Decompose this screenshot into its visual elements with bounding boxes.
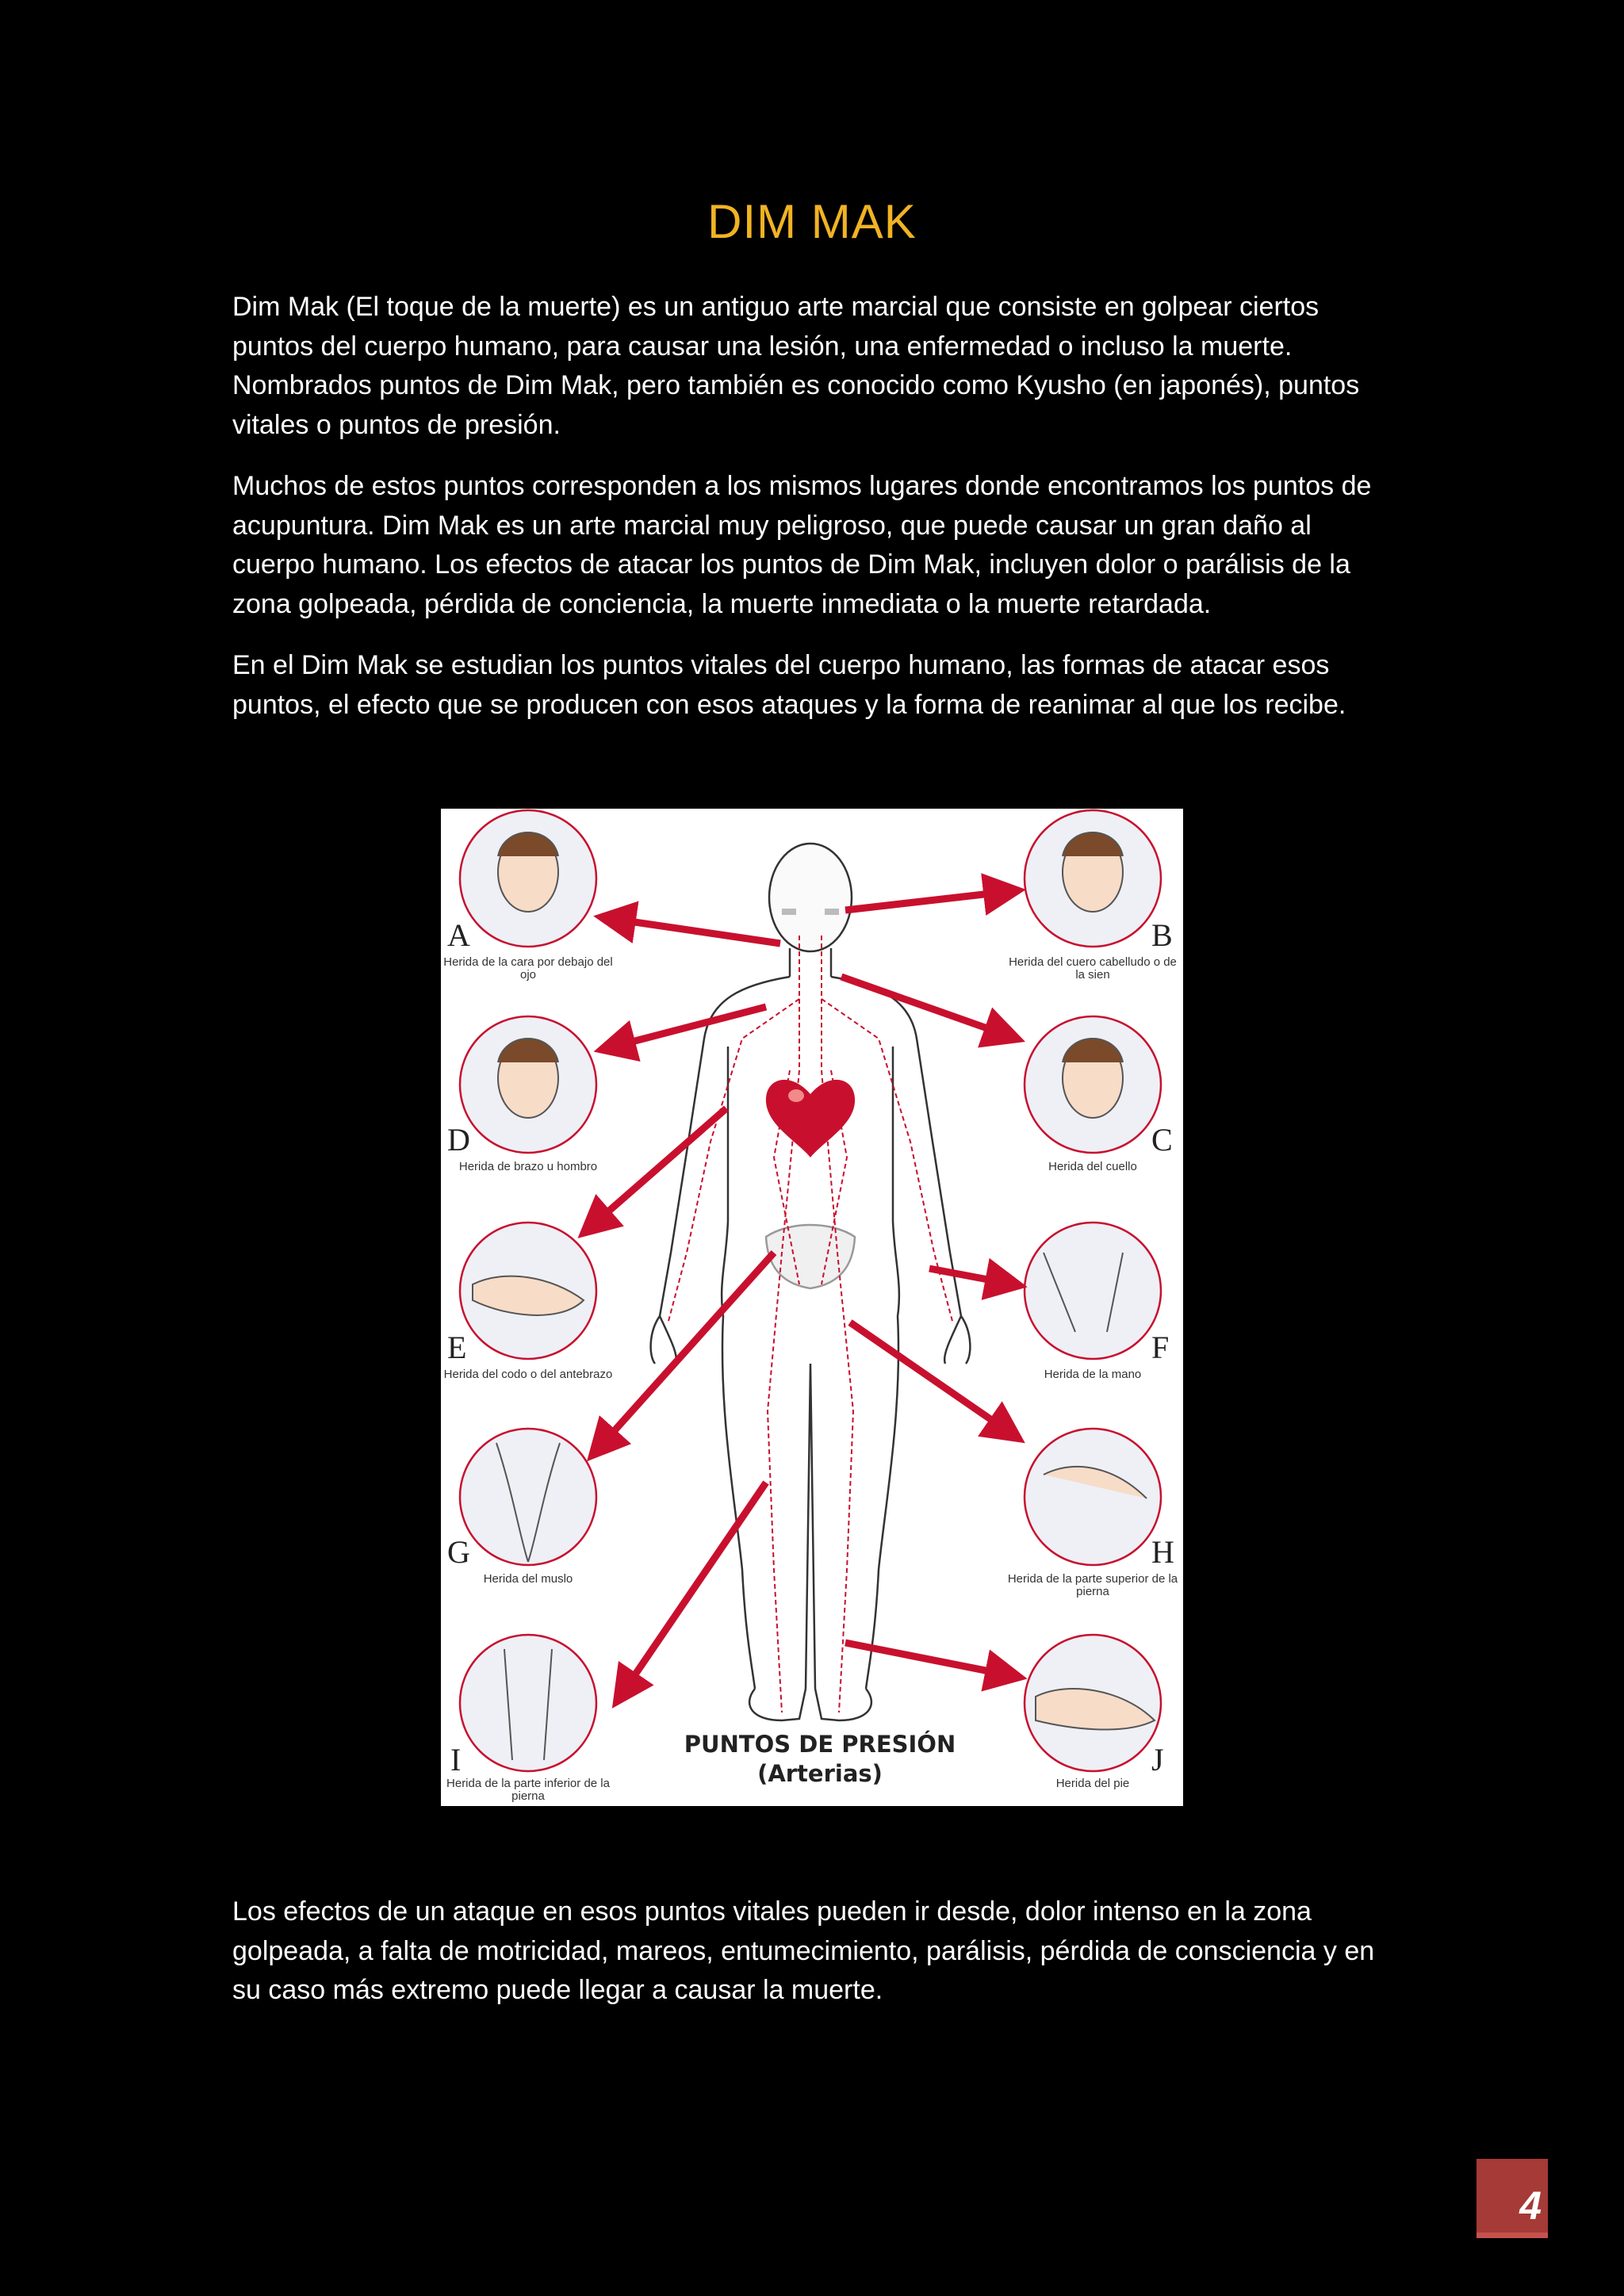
point-letter-g: G: [447, 1534, 470, 1570]
point-letter-a: A: [447, 917, 470, 953]
point-letter-h: H: [1151, 1534, 1174, 1570]
caption-i: Herida de la parte inferior de la pierna: [446, 1777, 610, 1803]
page-number-badge: [1477, 2159, 1548, 2238]
point-letter-d: D: [447, 1122, 470, 1158]
paragraph-acupuncture: Muchos de estos puntos corresponden a los mismos lugares donde encontramos los puntos de acupuntura. Dim Mak es un arte marcial muy peligroso, que puede causar un gran daño al cuerpo humano. Los efectos de atacar los puntos de Dim Mak, incluyen dolor o parálisis de la zona golpeada, pérdida de conciencia, la muerte inmediata o la muerte retardada.: [232, 471, 1372, 619]
figure-title-line2: (Arterias): [757, 1760, 883, 1787]
heart-icon: [766, 1080, 855, 1158]
figure-title-line1: PUNTOS DE PRESIÓN: [684, 1731, 956, 1758]
caption-b: Herida del cuero cabelludo o de la sien: [1009, 955, 1177, 982]
paragraph-study: En el Dim Mak se estudian los puntos vitales del cuerpo humano, las formas de atacar esos puntos, el efecto que se producen con esos ataques y la forma de reanimar al que los recibe.: [232, 650, 1346, 720]
point-letter-e: E: [447, 1330, 467, 1365]
pressure-points-figure: [441, 809, 1183, 1806]
point-letter-j: J: [1151, 1742, 1164, 1777]
caption-d: Herida de brazo u hombro: [458, 1160, 598, 1173]
caption-a: Herida de la cara por debajo del ojo: [443, 955, 613, 982]
caption-c: Herida del cuello: [1048, 1160, 1137, 1173]
page-title: DIM MAK: [707, 195, 917, 248]
point-letter-f: F: [1151, 1330, 1170, 1365]
pointer-arrows: [588, 891, 1013, 1697]
page-number: 4: [1519, 2183, 1542, 2228]
body-outline: [651, 844, 971, 1720]
point-letter-c: C: [1151, 1122, 1173, 1158]
paragraph-effects: Los efectos de un ataque en esos puntos vitales pueden ir desde, dolor intenso en la zona golpeada, a falta de motricidad, mareos, entumecimiento, parálisis, pérdida de consciencia y en su caso más extremo puede llegar a causar la muerte.: [232, 1896, 1375, 2005]
paragraph-intro: Dim Mak (El toque de la muerte) es un antiguo arte marcial que consiste en golpear ciertos puntos del cuerpo humano, para causar una lesión, una enfermedad o incluso la muerte. Nombrados puntos de Dim Mak, pero también es conocido como Kyusho (en japonés), puntos vitales o puntos de presión.: [232, 292, 1360, 440]
caption-e: Herida del codo o del antebrazo: [443, 1368, 613, 1381]
caption-g: Herida del muslo: [483, 1572, 573, 1586]
caption-j: Herida del pie: [1055, 1777, 1130, 1790]
caption-h: Herida de la parte superior de la pierna: [1007, 1572, 1178, 1598]
point-letter-b: B: [1151, 917, 1173, 953]
caption-f: Herida de la mano: [1044, 1368, 1142, 1381]
point-letter-i: I: [450, 1742, 462, 1777]
figure-title: [653, 1730, 986, 1789]
